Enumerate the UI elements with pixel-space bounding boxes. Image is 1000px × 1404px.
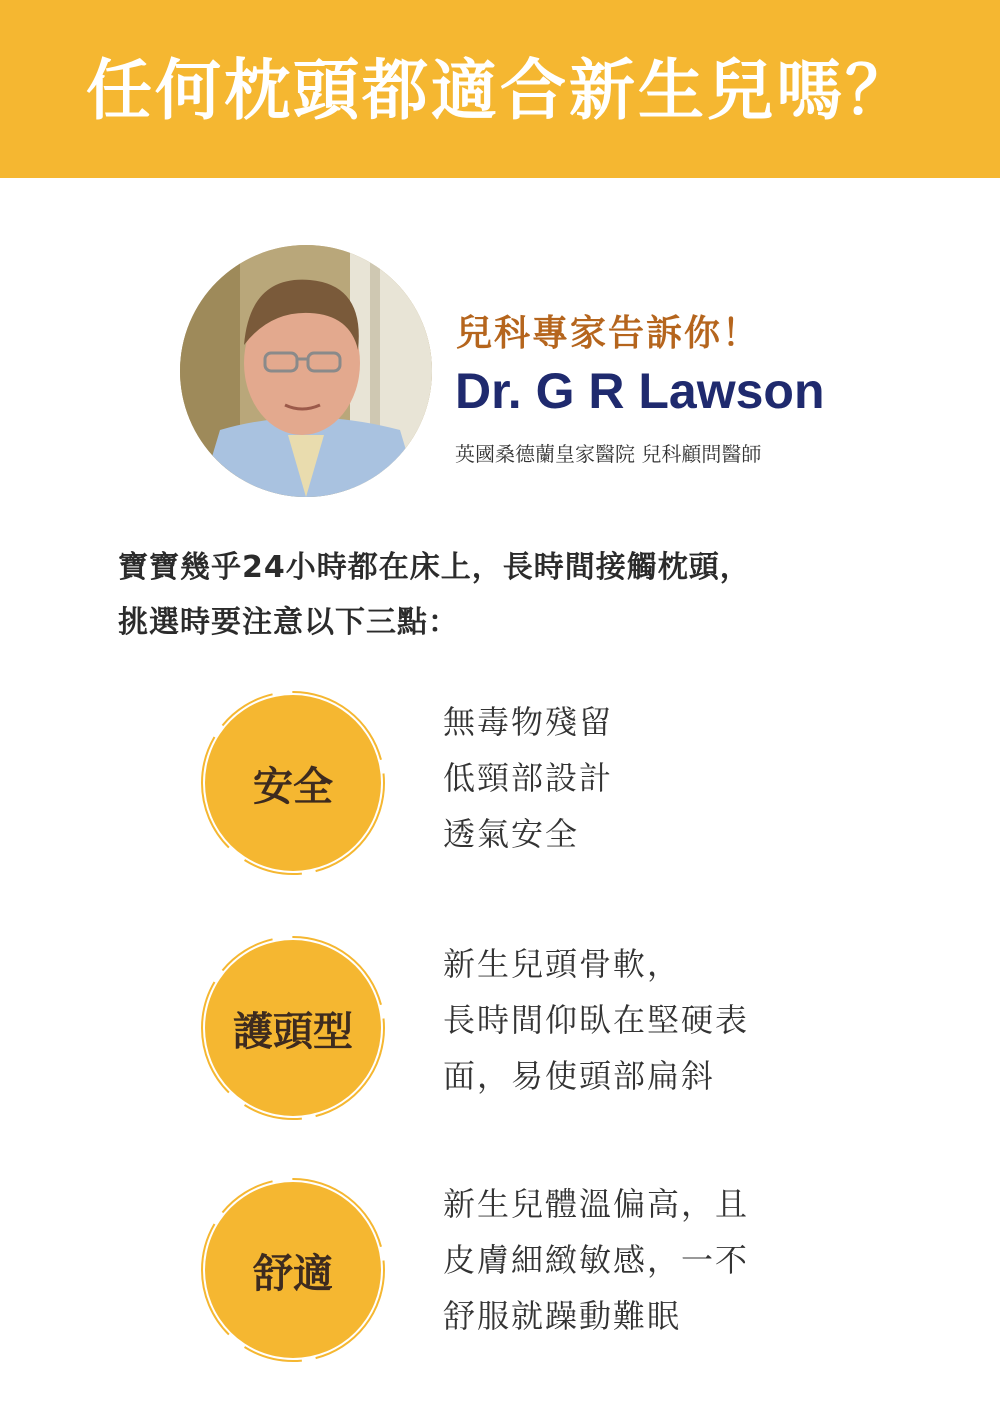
point-line: 新生兒頭骨軟， [443, 945, 682, 983]
page-title: 任何枕頭都適合新生兒嗎？ [86, 52, 914, 129]
intro-text [118, 540, 751, 650]
point-badge-comfort [198, 1175, 388, 1365]
expert-name: Dr. G R Lawson [455, 363, 825, 419]
point-description [443, 936, 749, 1104]
point-badge-head-shape [198, 933, 388, 1123]
point-line: 長時間仰臥在堅硬表 [443, 1001, 750, 1039]
point-line: 低頸部設計 [443, 759, 614, 797]
intro-line-1: 寶寶幾乎24小時都在床上，長時間接觸枕頭， [118, 550, 751, 585]
point-description [443, 1176, 749, 1344]
point-label: 護頭型 [233, 1008, 353, 1055]
point-line: 透氣安全 [443, 815, 580, 853]
doctor-photo [180, 245, 432, 497]
point-line: 舒服就躁動難眠 [443, 1297, 682, 1335]
point-label: 舒適 [253, 1250, 333, 1297]
point-description [443, 694, 613, 862]
point-badge-safety [198, 688, 388, 878]
intro-line-2: 挑選時要注意以下三點： [118, 605, 459, 640]
point-label: 安全 [253, 763, 333, 810]
point-line: 無毒物殘留 [443, 703, 614, 741]
title-banner [0, 0, 1000, 178]
point-line: 皮膚細緻敏感，一不 [443, 1241, 750, 1279]
expert-heading: 兒科專家告訴你！ [456, 313, 761, 354]
point-line: 新生兒體溫偏高，且 [443, 1185, 750, 1223]
expert-title: 英國桑德蘭皇家醫院 兒科顧問醫師 [455, 442, 762, 466]
point-line: 面，易使頭部扁斜 [443, 1057, 716, 1095]
